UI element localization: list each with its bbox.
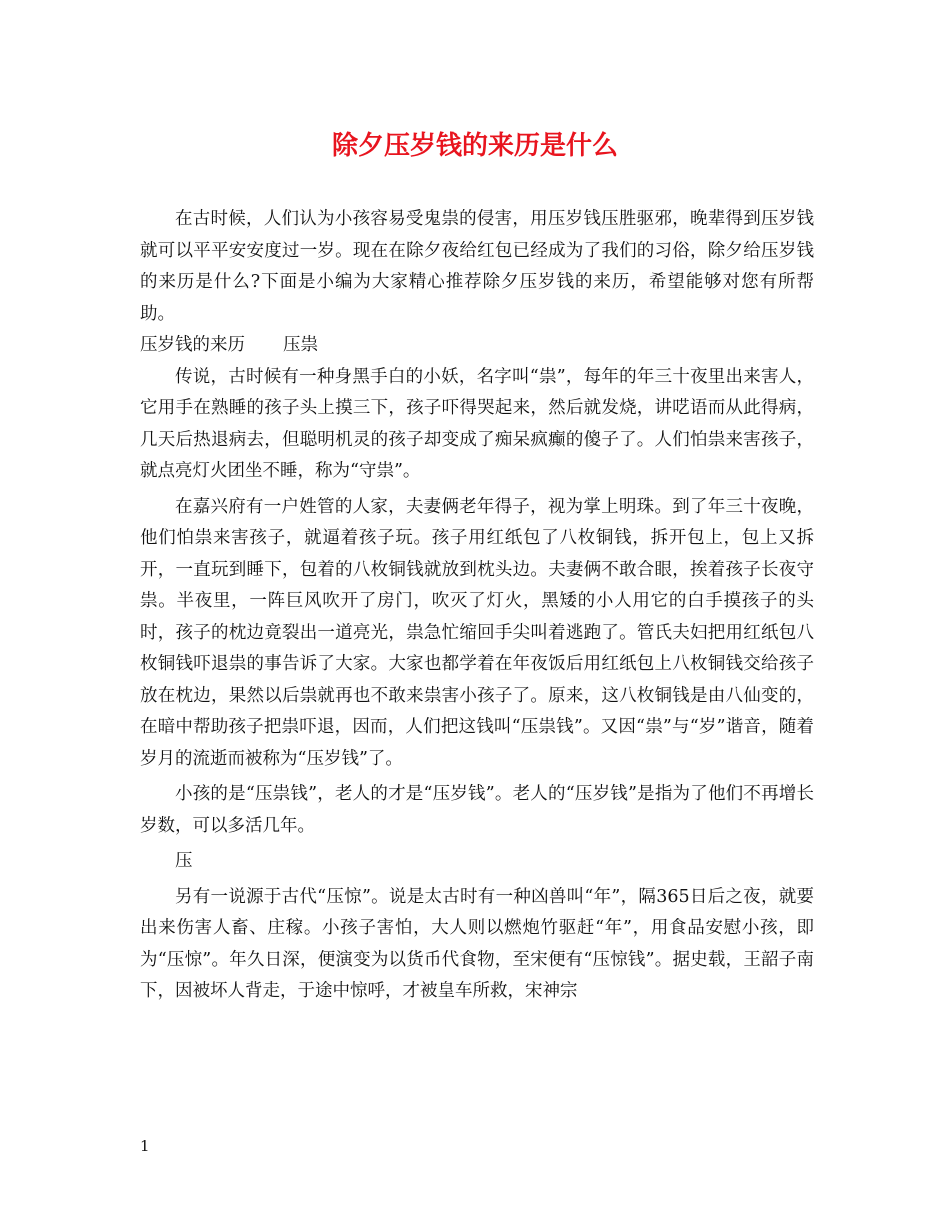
paragraph-elderly: 小孩的是“压祟钱”，老人的才是“压岁钱”。老人的“压岁钱”是指为了他们不再增长岁数，可以多活几年。 bbox=[140, 784, 814, 836]
section-heading bbox=[140, 330, 814, 362]
paragraph-yajing: 另有一说源于古代“压惊”。说是太古时有一种凶兽叫“年”，隔365日后之夜，就要出来伤害人畜、庄稼。小孩子害怕，大人则以燃炮竹驱赶“年”，用食品安慰小孩，即为“压惊”。年久日深，便演变为以货币代食物，至宋便有“压惊钱”。据史载，王韶子南下，因被坏人背走，于途中惊呼，才被皇车所救，宋神宗 bbox=[140, 886, 814, 1001]
short-line: 压 bbox=[175, 851, 193, 871]
paragraph-story: 在嘉兴府有一户姓管的人家，夫妻俩老年得子，视为掌上明珠。到了年三十夜晚，他们怕祟来害孩子，就逼着孩子玩。孩子用红纸包了八枚铜钱，拆开包上，包上又拆开，一直玩到睡下，包着的八枚铜钱就放到枕头边。夫妻俩不敢合眼，挨着孩子长夜守祟。半夜里，一阵巨风吹开了房门，吹灭了灯火，黑矮的小人用它的白手摸孩子的头时，孩子的枕边竟裂出一道亮光，祟急忙缩回手尖叫着逃跑了。管氏夫妇把用红纸包八枚铜钱吓退祟的事告诉了大家。大家也都学着在年夜饭后用红纸包上八枚铜钱交给孩子放在枕边，果然以后祟就再也不敢来祟害小孩子了。原来，这八枚铜钱是由八仙变的，在暗中帮助孩子把祟吓退，因而，人们把这钱叫“压祟钱”。又因“祟”与“岁”谐音，随着岁月的流逝而被称为“压岁钱”了。 bbox=[140, 496, 814, 769]
page-number: 1 bbox=[140, 1137, 150, 1155]
document-body bbox=[140, 204, 814, 1008]
paragraph-legend: 传说，古时候有一种身黑手白的小妖，名字叫“祟”，每年的年三十夜里出来害人，它用手在熟睡的孩子头上摸三下，孩子吓得哭起来，然后就发烧，讲呓语而从此得病，几天后热退病去，但聪明机灵的孩子却变成了痴呆疯癫的傻子了。人们怕祟来害孩子，就点亮灯火团坐不睡，称为“守祟”。 bbox=[140, 366, 814, 481]
section-heading-left: 压岁钱的来历 bbox=[140, 335, 245, 355]
section-heading-right: 压祟 bbox=[283, 335, 318, 355]
page-title: 除夕压岁钱的来历是什么 bbox=[331, 131, 618, 161]
paragraph-intro: 在古时候，人们认为小孩容易受鬼祟的侵害，用压岁钱压胜驱邪，晚辈得到压岁钱就可以平平安安度过一岁。现在在除夕夜给红包已经成为了我们的习俗，除夕给压岁钱的来历是什么?下面是小编为大家精心推荐除夕压岁钱的来历，希望能够对您有所帮助。 bbox=[140, 209, 814, 324]
